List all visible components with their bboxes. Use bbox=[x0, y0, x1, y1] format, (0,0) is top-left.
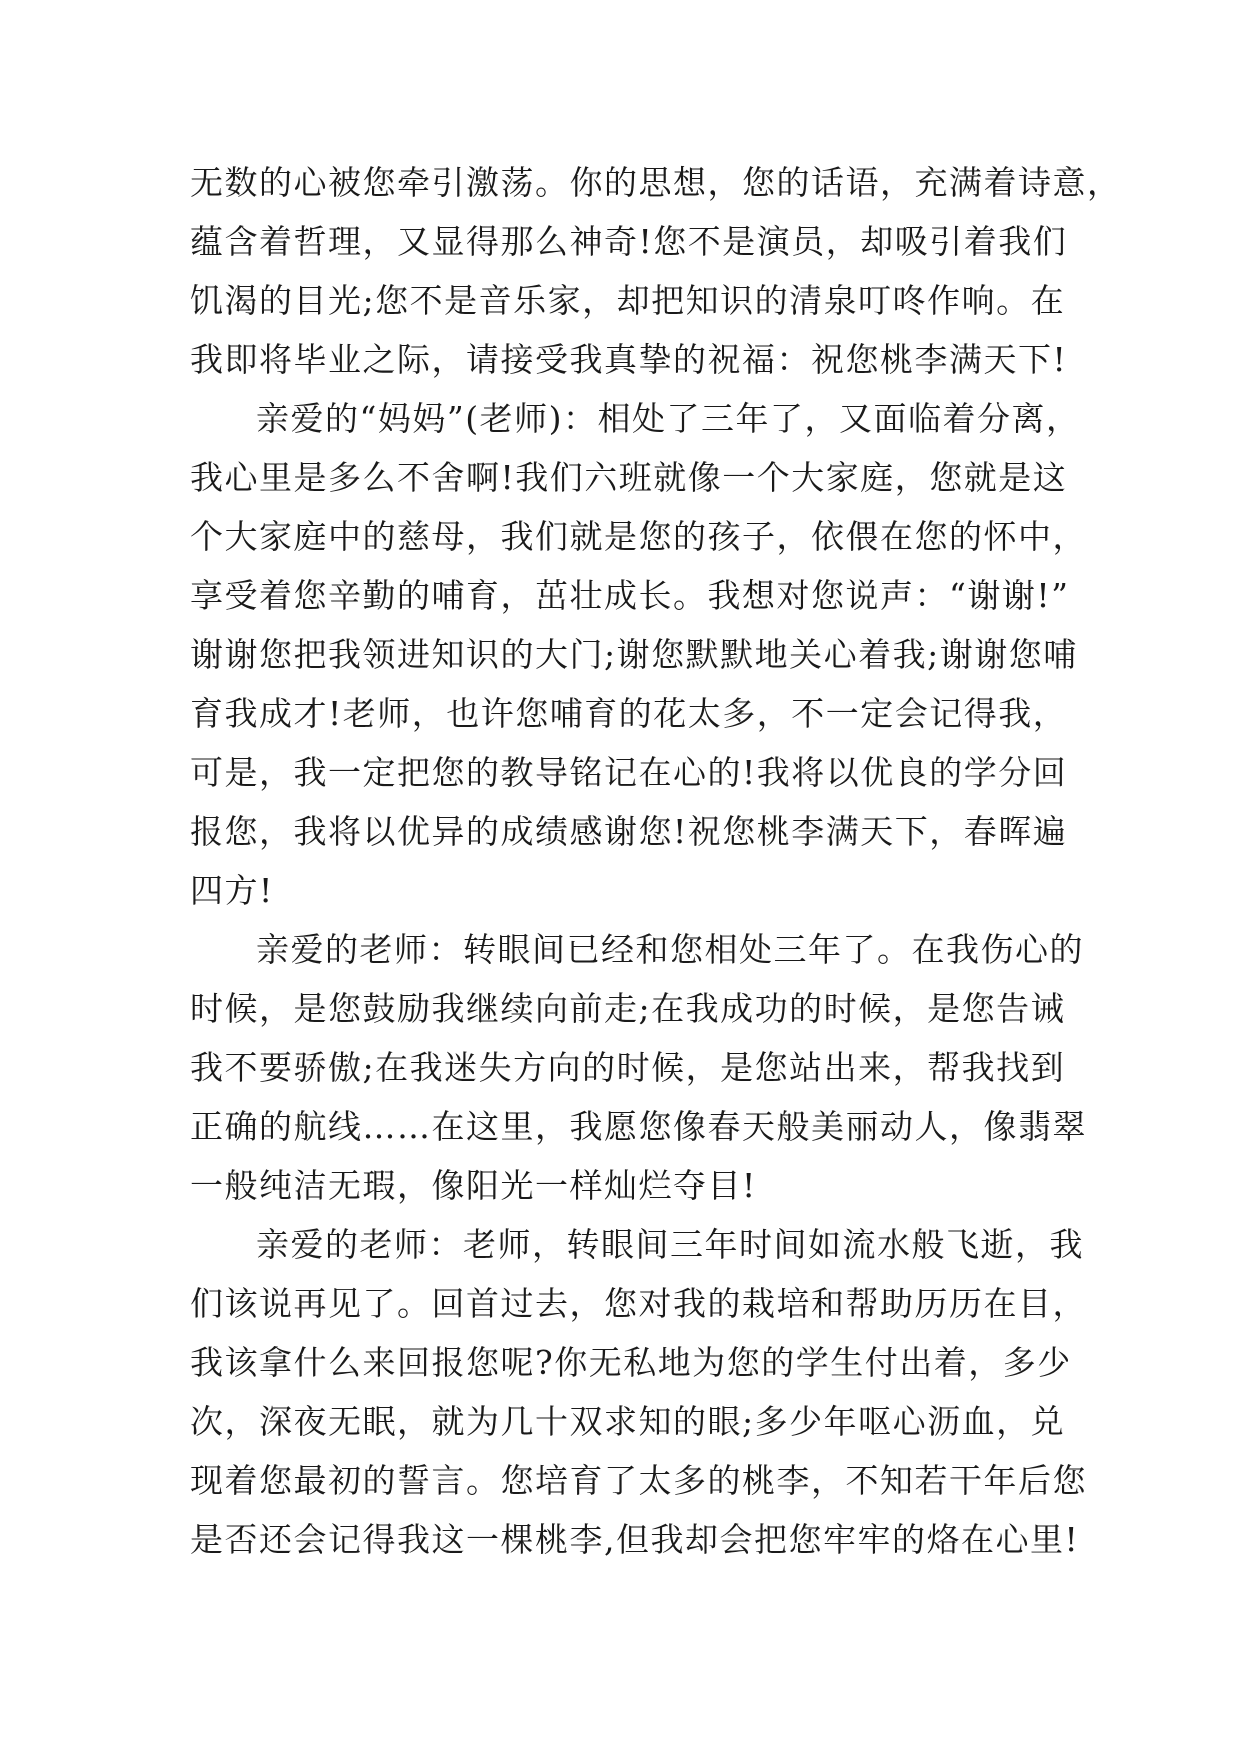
paragraph-4 bbox=[190, 1215, 1087, 1569]
text-line: 我心里是多么不舍啊!我们六班就像一个大家庭，您就是这 bbox=[190, 458, 1068, 497]
text-line: 四方! bbox=[190, 871, 274, 910]
text-line: 我不要骄傲;在我迷失方向的时候，是您站出来，帮我找到 bbox=[190, 1048, 1066, 1087]
text-line: 亲爱的老师：转眼间已经和您相处三年了。在我伤心的 bbox=[256, 930, 1084, 969]
text-line: 们该说再见了。回首过去，您对我的栽培和帮助历历在目， bbox=[190, 1284, 1087, 1323]
text-line: 谢谢您把我领进知识的大门;谢您默默地关心着我;谢谢您哺 bbox=[190, 635, 1078, 674]
text-line: 我该拿什么来回报您呢?你无私地为您的学生付出着，多少 bbox=[190, 1343, 1072, 1382]
text-line: 饥渴的目光;您不是音乐家，却把知识的清泉叮咚作响。在 bbox=[190, 281, 1066, 320]
paragraph-3 bbox=[190, 920, 1087, 1215]
text-line: 可是，我一定把您的教导铭记在心的!我将以优良的学分回 bbox=[190, 753, 1068, 792]
text-line: 亲爱的“妈妈”(老师)：相处了三年了，又面临着分离， bbox=[256, 399, 1081, 438]
text-line: 报您，我将以优异的成绩感谢您!祝您桃李满天下，春晖遍 bbox=[190, 812, 1068, 851]
text-line: 育我成才!老师，也许您哺育的花太多，不一定会记得我， bbox=[190, 694, 1068, 733]
text-line: 享受着您辛勤的哺育，茁壮成长。我想对您说声：“谢谢!” bbox=[190, 576, 1070, 615]
text-line: 次，深夜无眠，就为几十双求知的眼;多少年呕心沥血，兑 bbox=[190, 1402, 1066, 1441]
paragraph-1 bbox=[190, 153, 1122, 389]
text-line: 个大家庭中的慈母，我们就是您的孩子，依偎在您的怀中， bbox=[190, 517, 1087, 556]
text-line: 时候，是您鼓励我继续向前走;在我成功的时候，是您告诫 bbox=[190, 989, 1066, 1028]
text-line: 是否还会记得我这一棵桃李,但我却会把您牢牢的烙在心里! bbox=[190, 1520, 1080, 1559]
text-line: 亲爱的老师：老师，转眼间三年时间如流水般飞逝，我 bbox=[256, 1225, 1084, 1264]
text-line: 一般纯洁无瑕，像阳光一样灿烂夺目! bbox=[190, 1166, 757, 1205]
text-line: 无数的心被您牵引激荡。你的思想，您的话语，充满着诗意， bbox=[190, 163, 1122, 202]
text-line: 正确的航线……在这里，我愿您像春天般美丽动人，像翡翠 bbox=[190, 1107, 1087, 1146]
text-line: 蕴含着哲理，又显得那么神奇!您不是演员，却吸引着我们 bbox=[190, 222, 1068, 261]
document-body bbox=[190, 153, 1122, 1569]
text-line: 现着您最初的誓言。您培育了太多的桃李，不知若干年后您 bbox=[190, 1461, 1087, 1500]
paragraph-2 bbox=[190, 389, 1087, 920]
text-line: 我即将毕业之际，请接受我真挚的祝福：祝您桃李满天下! bbox=[190, 340, 1068, 379]
